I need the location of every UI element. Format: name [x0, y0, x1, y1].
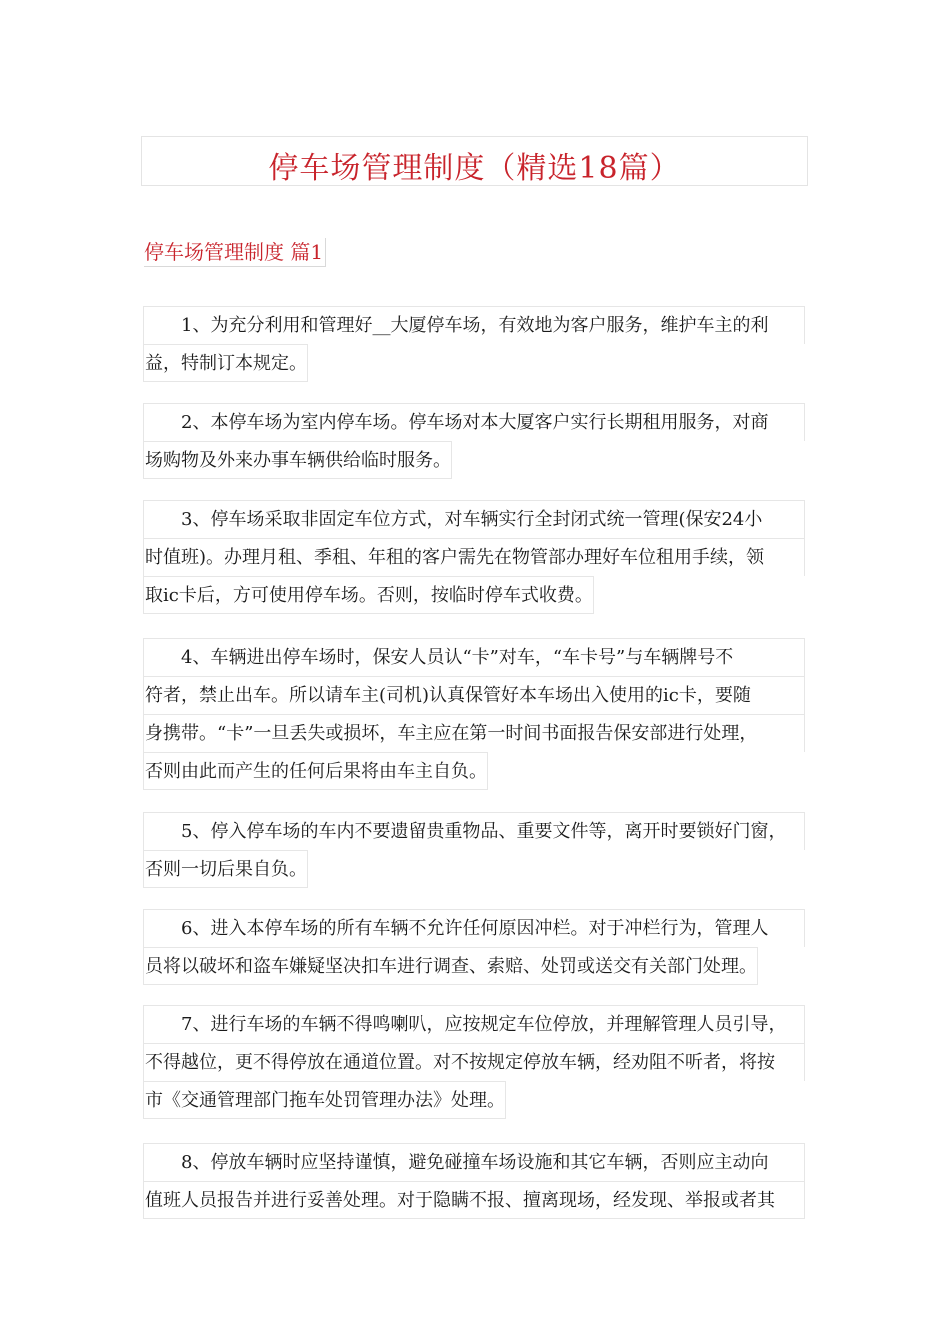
paragraph-line: 场购物及外来办事车辆供给临时服务。 [143, 441, 452, 479]
page-title: 停车场管理制度（精选18篇） [268, 151, 681, 186]
paragraph-line: 6、进入本停车场的所有车辆不允许任何原因冲栏。对于冲栏行为，管理人 [143, 909, 805, 947]
paragraph-line: 7、进行车场的车辆不得鸣喇叭，应按规定车位停放，并理解管理人员引导， [143, 1005, 805, 1043]
paragraph-line: 员将以破坏和盗车嫌疑坚决扣车进行调查、索赔、处罚或送交有关部门处理。 [143, 947, 758, 985]
paragraph-line: 8、停放车辆时应坚持谨慎，避免碰撞车场设施和其它车辆，否则应主动向 [143, 1143, 805, 1181]
paragraph-line: 1、为充分利用和管理好__大厦停车场，有效地为客户服务，维护车主的利 [143, 306, 805, 344]
paragraph-line: 符者，禁止出车。所以请车主(司机)认真保管好本车场出入使用的ic卡，要随 [143, 676, 805, 714]
paragraph-line: 时值班)。办理月租、季租、年租的客户需先在物管部办理好车位租用手续，领 [143, 538, 805, 576]
page-title-box [141, 136, 808, 186]
paragraph-line: 不得越位，更不得停放在通道位置。对不按规定停放车辆，经劝阻不听者，将按 [143, 1043, 805, 1081]
paragraph-line: 否则一切后果自负。 [143, 850, 308, 888]
paragraph-line: 益，特制订本规定。 [143, 344, 308, 382]
paragraph-line: 市《交通管理部门拖车处罚管理办法》处理。 [143, 1081, 506, 1119]
paragraph-line: 身携带。“卡”一旦丢失或损坏，车主应在第一时间书面报告保安部进行处理， [143, 714, 805, 752]
paragraph-line: 值班人员报告并进行妥善处理。对于隐瞒不报、擅离现场，经发现、举报或者其 [143, 1181, 805, 1219]
section-heading: 停车场管理制度 篇1 [144, 238, 326, 267]
paragraph-line: 2、本停车场为室内停车场。停车场对本大厦客户实行长期租用服务，对商 [143, 403, 805, 441]
paragraph-line: 否则由此而产生的任何后果将由车主自负。 [143, 752, 488, 790]
paragraph-line: 4、车辆进出停车场时，保安人员认“卡”对车，“车卡号”与车辆牌号不 [143, 638, 805, 676]
paragraph-line: 取ic卡后，方可使用停车场。否则，按临时停车式收费。 [143, 576, 594, 614]
paragraph-line: 3、停车场采取非固定车位方式，对车辆实行全封闭式统一管理(保安24小 [143, 500, 805, 538]
paragraph-line: 5、停入停车场的车内不要遗留贵重物品、重要文件等，离开时要锁好门窗， [143, 812, 805, 850]
